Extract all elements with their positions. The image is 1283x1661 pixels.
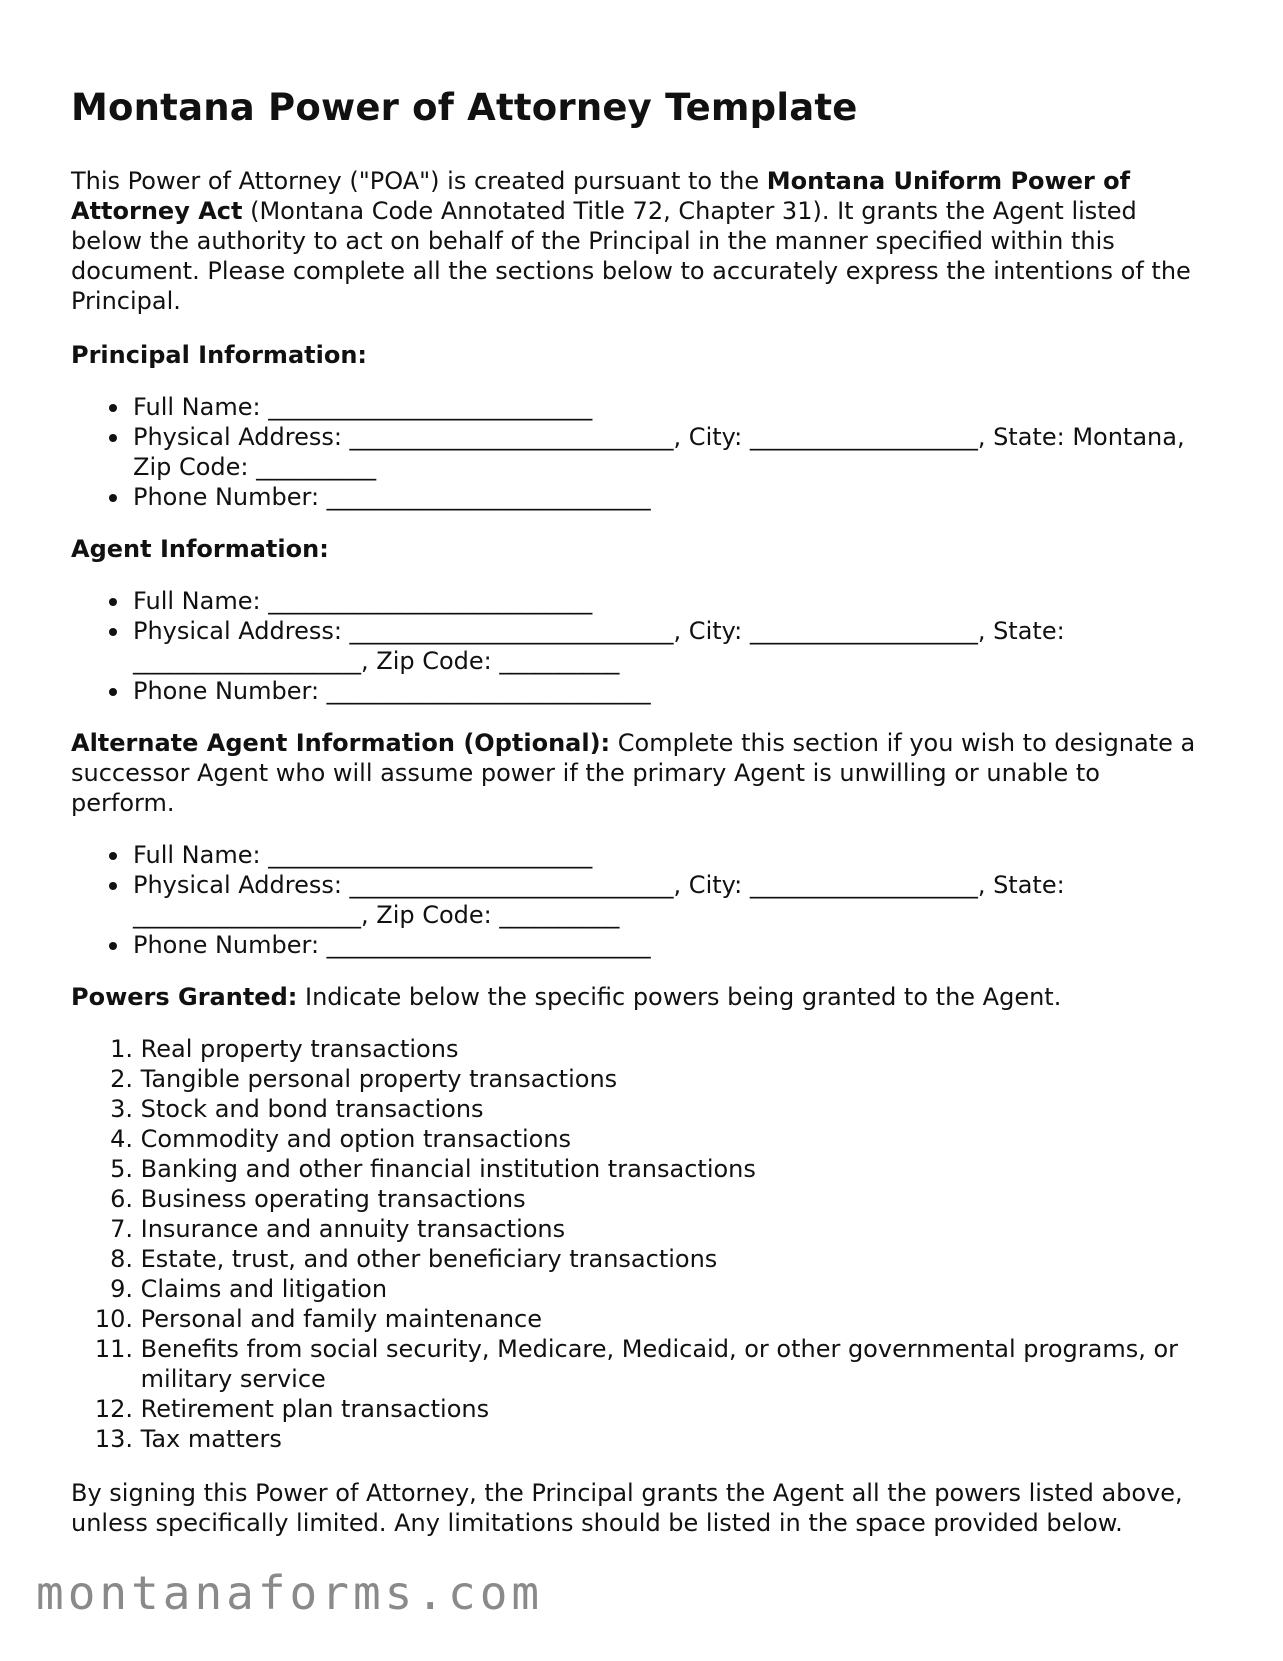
- power-item: [71, 1394, 1201, 1424]
- principal-phone-field[interactable]: Phone Number: ___________________________: [133, 482, 1201, 512]
- principal-heading: Principal Information:: [71, 341, 368, 370]
- alternate-intro: [71, 728, 1201, 818]
- power-text: Retirement plan transactions: [140, 1395, 490, 1424]
- power-text: Banking and other financial institution transactions: [140, 1155, 756, 1184]
- power-text: Stock and bond transactions: [140, 1095, 484, 1124]
- power-number: 1.: [110, 1035, 133, 1064]
- alternate-full-name-field[interactable]: Full Name: ___________________________: [133, 840, 1201, 870]
- power-number: 5.: [110, 1155, 133, 1184]
- power-item: [71, 1064, 1201, 1094]
- agent-heading: Agent Information:: [71, 535, 329, 564]
- power-text: Claims and litigation: [140, 1275, 388, 1304]
- power-number: 10.: [94, 1305, 133, 1334]
- power-item: [71, 1334, 1201, 1394]
- agent-full-name-field[interactable]: Full Name: ___________________________: [133, 586, 1201, 616]
- principal-full-name-field[interactable]: Full Name: ___________________________: [133, 392, 1201, 422]
- power-item: [71, 1244, 1201, 1274]
- power-item: [71, 1274, 1201, 1304]
- act-name: Montana Uniform Power of Attorney Act: [71, 167, 1131, 226]
- power-item: [71, 1154, 1201, 1184]
- alternate-heading: Alternate Agent Information (Optional):: [71, 729, 611, 758]
- power-item: [71, 1094, 1201, 1124]
- principal-address-field[interactable]: Physical Address: ___________________________, City: ___________________, State: Montana, Zip Code: __________: [133, 422, 1201, 482]
- power-item: [71, 1214, 1201, 1244]
- power-text: Commodity and option transactions: [140, 1125, 572, 1154]
- powers-description: Indicate below the specific powers being granted to the Agent.: [297, 983, 1062, 1012]
- watermark: montanaforms.com: [36, 1566, 544, 1620]
- intro-text-2: (Montana Code Annotated Title 72, Chapter 31). It grants the Agent listed below the authority to act on behalf of the Principal in the manner specified within this document. Please complete all the sections below to accurately express the intentions of the Principal.: [71, 197, 1191, 316]
- power-number: 11.: [94, 1335, 133, 1364]
- alternate-address-field[interactable]: Physical Address: ___________________________, City: ___________________, State: ___________________, Zip Code: __________: [133, 870, 1201, 930]
- power-text: Personal and family maintenance: [140, 1305, 543, 1334]
- power-text: Tax matters: [140, 1425, 282, 1454]
- intro-text-1: This Power of Attorney ("POA") is created pursuant to the: [71, 167, 767, 196]
- power-text: Estate, trust, and other beneficiary transactions: [140, 1245, 718, 1274]
- power-text: Benefits from social security, Medicare, Medicaid, or other governmental programs, or military service: [140, 1335, 1179, 1394]
- powers-heading: Powers Granted:: [71, 983, 298, 1012]
- power-item: [71, 1034, 1201, 1064]
- power-number: 8.: [110, 1245, 133, 1274]
- alternate-description: Complete this section if you wish to designate a successor Agent who will assume power if the primary Agent is unwilling or unable to perform.: [71, 729, 1196, 818]
- intro-paragraph: [71, 166, 1201, 316]
- power-number: 3.: [110, 1095, 133, 1124]
- power-item: [71, 1124, 1201, 1154]
- power-item: [71, 1424, 1201, 1454]
- principal-fields: [71, 392, 1201, 512]
- alternate-phone-field[interactable]: Phone Number: ___________________________: [133, 930, 1201, 960]
- power-item: [71, 1304, 1201, 1334]
- power-text: Insurance and annuity transactions: [140, 1215, 566, 1244]
- power-number: 12.: [94, 1395, 133, 1424]
- power-number: 4.: [110, 1125, 133, 1154]
- powers-intro: [71, 982, 1201, 1012]
- power-number: 2.: [110, 1065, 133, 1094]
- document-page: [71, 86, 1201, 1538]
- agent-phone-field[interactable]: Phone Number: ___________________________: [133, 676, 1201, 706]
- closing-paragraph: By signing this Power of Attorney, the Principal grants the Agent all the powers listed above, unless specifically limited. Any limitations should be listed in the space provided below.: [71, 1479, 1183, 1538]
- power-text: Business operating transactions: [140, 1185, 526, 1214]
- power-text: Real property transactions: [140, 1035, 459, 1064]
- power-text: Tangible personal property transactions: [140, 1065, 618, 1094]
- power-number: 7.: [110, 1215, 133, 1244]
- alternate-fields: [71, 840, 1201, 960]
- power-item: [71, 1184, 1201, 1214]
- powers-list: [71, 1034, 1201, 1454]
- page-title: Montana Power of Attorney Template: [71, 86, 858, 129]
- power-number: 13.: [94, 1425, 133, 1454]
- power-number: 9.: [110, 1275, 133, 1304]
- agent-fields: [71, 586, 1201, 706]
- power-number: 6.: [110, 1185, 133, 1214]
- agent-address-field[interactable]: Physical Address: ___________________________, City: ___________________, State: ___________________, Zip Code: __________: [133, 616, 1201, 676]
